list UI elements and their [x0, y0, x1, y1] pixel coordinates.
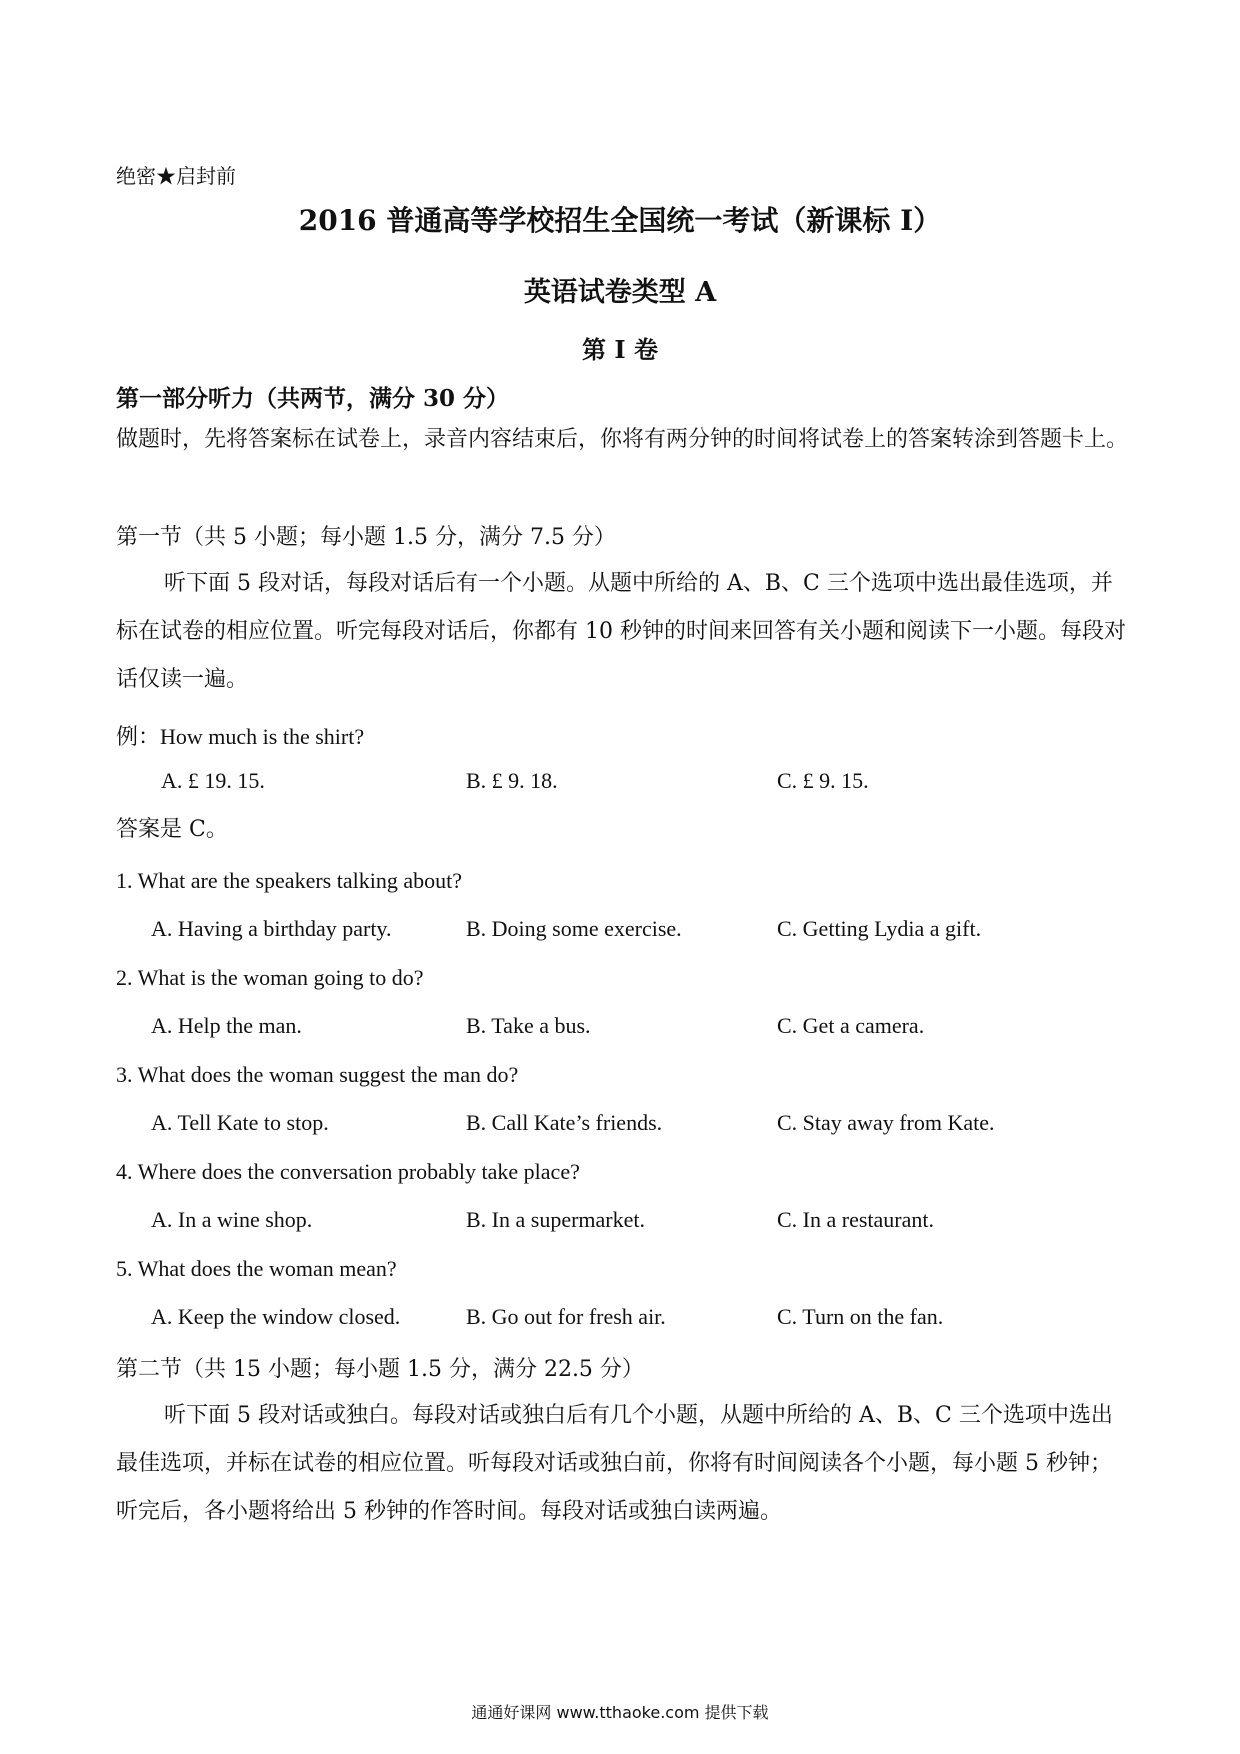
- question-3-option-a: A. Tell Kate to stop.: [151, 1110, 329, 1135]
- example-answer: 答案是 C。: [116, 817, 228, 842]
- example-option-b: B. £ 9. 18.: [466, 768, 558, 793]
- question-1: 1. What are the speakers talking about?: [116, 868, 462, 893]
- question-1-option-a: A. Having a birthday party.: [151, 916, 392, 941]
- part1-title: 第一部分听力（共两节，满分 30 分）: [116, 385, 510, 412]
- part1-instructions: 做题时，先将答案标在试卷上，录音内容结束后，你将有两分钟的时间将试卷上的答案转涂到答题卡上。: [116, 427, 1129, 452]
- question-1-option-c: C. Getting Lydia a gift.: [777, 916, 982, 941]
- question-4-option-a: A. In a wine shop.: [151, 1207, 313, 1232]
- question-4: 4. Where does the conversation probably take place?: [116, 1159, 580, 1184]
- exam-title: 2016 普通高等学校招生全国统一考试（新课标 I）: [298, 204, 942, 237]
- section1-instructions: 听下面 5 段对话，每段对话后有一个小题。从题中所给的 A、B、C 三个选项中选出最佳选项，并标在试卷的相应位置。听完每段对话后，你都有 10 秒钟的时间来回答有关小题和阅读下一小题。每段对话仅读一遍。: [116, 571, 1126, 692]
- section2-title: 第二节（共 15 小题；每小题 1.5 分，满分 22.5 分）: [116, 1357, 644, 1382]
- question-2-option-c: C. Get a camera.: [777, 1013, 925, 1038]
- question-5-option-a: A. Keep the window closed.: [151, 1304, 401, 1329]
- question-5-option-c: C. Turn on the fan.: [777, 1304, 944, 1329]
- question-1-option-b: B. Doing some exercise.: [466, 916, 682, 941]
- example-question: 例：How much is the shirt?: [116, 724, 365, 749]
- question-3-option-b: B. Call Kate’s friends.: [466, 1110, 663, 1135]
- volume-label: 第 I 卷: [582, 335, 658, 364]
- exam-subtitle: 英语试卷类型 A: [523, 277, 717, 308]
- question-3-option-c: C. Stay away from Kate.: [777, 1110, 995, 1135]
- footer-text: 通通好课网 www.tthaoke.com 提供下载: [471, 1703, 769, 1722]
- question-3: 3. What does the woman suggest the man do?: [116, 1062, 519, 1087]
- example-option-a: A. £ 19. 15.: [161, 768, 265, 793]
- question-5: 5. What does the woman mean?: [116, 1256, 397, 1281]
- example-option-c: C. £ 9. 15.: [777, 768, 869, 793]
- question-5-option-b: B. Go out for fresh air.: [466, 1304, 666, 1329]
- secret-label: 绝密★启封前: [116, 164, 236, 188]
- question-4-option-c: C. In a restaurant.: [777, 1207, 934, 1232]
- question-2-option-b: B. Take a bus.: [466, 1013, 591, 1038]
- question-2: 2. What is the woman going to do?: [116, 965, 424, 990]
- section2-instructions: 听下面 5 段对话或独白。每段对话或独白后有几个小题，从题中所给的 A、B、C 三个选项中选出最佳选项，并标在试卷的相应位置。听每段对话或独白前，你将有时间阅读各个小题，每小题 5 秒钟；听完后，各小题将给出 5 秒钟的作答时间。每段对话或独白读两遍。: [116, 1403, 1113, 1524]
- section1-title: 第一节（共 5 小题；每小题 1.5 分，满分 7.5 分）: [116, 525, 616, 550]
- question-2-option-a: A. Help the man.: [151, 1013, 302, 1038]
- question-4-option-b: B. In a supermarket.: [466, 1207, 645, 1232]
